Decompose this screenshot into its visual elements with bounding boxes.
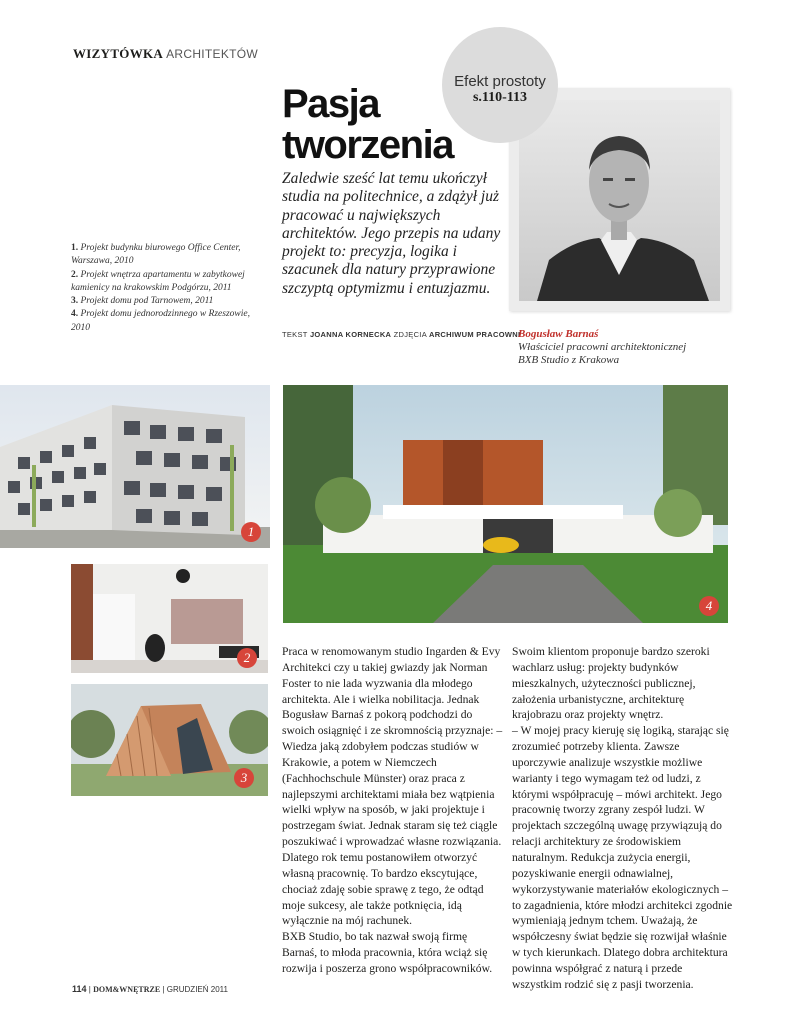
article-lead: Zaledwie sześć lat temu ukończył studia na politechnice, a zdążył już pracować u największych architektów. Jego przepis na udany projekt to: precyzja, logika i szacunek dla natury przyprawione szczyptą optymizmu i entuzjazmu. [282,170,501,297]
body-paragraph: BXB Studio, bo tak nazwał swoją firmę Barnaś, to młoda pracownia, która wciąż się rozwija i poszerza grono współpracowników. [282,930,493,975]
issue-date: GRUDZIEŃ 2011 [166,985,228,994]
person-caption [518,328,748,367]
teaser-pages: s.110-113 [472,90,528,105]
page-footer: 114 | DOM&WNĘTRZE | GRUDZIEŃ 2011 [72,984,228,994]
person-name: Bogusław Barnaś [518,328,599,340]
person-role-line-1: Właściciel pracowni architektonicznej [518,341,687,353]
photo-captions [71,242,261,335]
section-name: WIZYTÓWKA [73,46,164,61]
credit-photo-label: ZDJĘCIA [393,330,427,339]
caption-item: 1. Projekt budynku biurowego Office Center, Warszawa, 2010 [71,243,241,267]
body-column-left [282,644,503,977]
article-title [282,84,453,166]
photo-apartment-interior [71,564,268,673]
portrait-photo [519,100,720,301]
title-line-1: Pasja [282,82,380,126]
teaser-label: Efekt prostoty [454,73,546,90]
portrait-illustration [519,100,720,301]
person-role-line-2: BXB Studio z Krakowa [518,354,620,366]
photo-house-tarnow [71,684,268,796]
photo-number-badge: 1 [241,522,261,542]
photo-number-badge: 3 [234,768,254,788]
teaser-circle[interactable] [442,27,558,143]
credit-text-label: TEKST [282,330,308,339]
photo-number-badge: 4 [699,596,719,616]
caption-item: 4. Projekt domu jednorodzinnego w Rzeszowie, 2010 [71,309,250,333]
credit-photo-source: ARCHIWUM PRACOWNI [428,330,521,339]
body-paragraph: Praca w renomowanym studio Ingarden & Evy Architekci czy u takiej gwiazdy jak Norman Foster to nie lada wyzwania dla młodego architekta. Ale i wielka nobilitacja. Jednak Bogusław Barnaś z pokorą podchodzi do swoich osiągnięć i ze skromnością przyznaje: – Wiedza jaką zdobyłem podczas studiów w Krakowie, a potem w Niemczech (Fachhochschule Münster) oraz praca z najlepszymi architektami miała bez wątpienia wielki wpływ na sposób, w jaki projektuje i postrzegam świat. Jednak staram się też ciągle poszukiwać i wprowadzać własne rozwiązania. Dlatego rok temu postanowiłem otworzyć własną pracownię. To bardzo ekscytujące, chociaż zdaję sobie sprawę z tego, że odtąd moje sukcesy, ale także potknięcia, idą wyłącznie na mój rachunek. [282,645,503,928]
caption-item: 2. Projekt wnętrza apartamentu w zabytkowej kamienicy na krakowskim Podgórzu, 2011 [71,269,245,293]
credit-author: JOANNA KORNECKA [309,330,392,339]
body-column-right [512,644,733,993]
section-subname: ARCHITEKTÓW [166,47,259,61]
article-credits [282,330,520,339]
page-number: 114 [72,984,87,994]
photo-number-badge: 2 [237,648,257,668]
caption-item: 3. Projekt domu pod Tarnowem, 2011 [71,296,214,307]
photo-office-building [0,385,270,548]
section-header [73,46,258,62]
body-paragraph: Swoim klientom proponuje bardzo szeroki wachlarz usług: projekty budynków mieszkalnych, użyteczności publicznej, założenia urbanistyczne, architekturę krajobrazu oraz projekty wnętrz. [512,645,710,722]
magazine-name: DOM&WNĘTRZE [93,985,161,994]
body-paragraph: – W mojej pracy kieruję się logiką, starając się zrozumieć potrzeby klienta. Zawsze uporczywie analizuje wszystkie możliwe warianty i tego wymagam też od ludzi, z którymi współpracuję – mówi architekt. Jego pracownię tworzy zgrany zespół ludzi. W projektach szczególną uwagę przywiązują do relacji architektury ze środowiskiem naturalnym. Redukcja zużycia energii, pozyskiwanie energii odnawialnej, wykorzystywanie materiałów ekologicznych – to zagadnienia, które młodzi architekci zgodnie wymieniają jednym tchem. Uważają, że współczesny świat będzie się rozwijał właśnie w tych kierunkach. Dlatego dobra architektura powinna współgrać z naturą i przede wszystkim rodzić się z pasji tworzenia. [512,724,733,991]
title-line-2: tworzenia [282,123,453,167]
photo-house-rzeszow [283,385,728,623]
